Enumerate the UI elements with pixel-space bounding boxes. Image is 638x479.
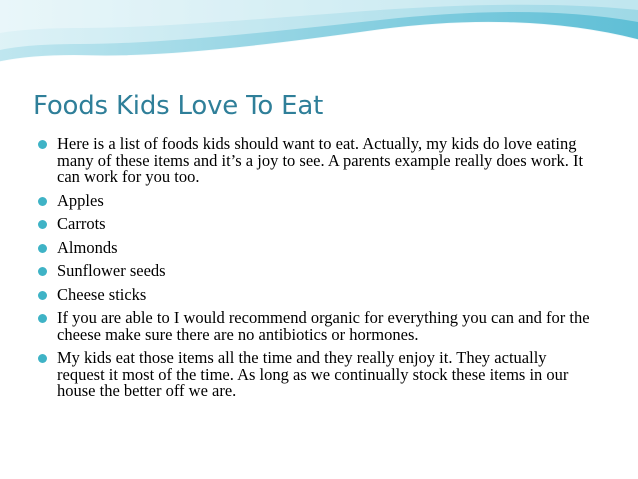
- header-wave-decoration: [0, 0, 638, 80]
- bullet-item: [38, 136, 598, 186]
- bullet-item: [38, 263, 598, 280]
- bullet-dot-icon: [38, 244, 47, 253]
- bullet-item: [38, 216, 598, 233]
- bullet-text: Sunflower seeds: [57, 261, 166, 280]
- bullet-text: Apples: [57, 190, 104, 210]
- bullet-text: Here is a list of foods kids should want to eat. Actually, my kids do love eating many of these items and it’s a joy to see. A parents example really does work. It can work for you too.: [57, 134, 584, 186]
- bullet-dot-icon: [38, 220, 47, 229]
- bullet-text: Carrots: [57, 214, 106, 233]
- bullet-text: My kids eat those items all the time and they really enjoy it. They actually request it most of the time. As long as we continually stock these items in our house the better off we are.: [57, 348, 569, 400]
- bullet-dot-icon: [38, 314, 47, 323]
- bullet-list: [38, 136, 598, 407]
- bullet-item: [38, 237, 598, 257]
- bullet-dot-icon: [38, 291, 47, 300]
- slide-title: Foods Kids Love To Eat: [33, 91, 324, 121]
- bullet-item: [38, 284, 598, 304]
- bullet-item: [38, 350, 598, 400]
- bullet-dot-icon: [38, 354, 47, 363]
- bullet-dot-icon: [38, 140, 47, 149]
- bullet-text: If you are able to I would recommend organic for everything you can and for the cheese make sure there are no antibiotics or hormones.: [57, 308, 590, 344]
- bullet-text: Cheese sticks: [57, 284, 147, 304]
- bullet-text: Almonds: [57, 237, 118, 257]
- bullet-item: [38, 310, 598, 343]
- bullet-dot-icon: [38, 267, 47, 276]
- bullet-item: [38, 190, 598, 210]
- bullet-dot-icon: [38, 197, 47, 206]
